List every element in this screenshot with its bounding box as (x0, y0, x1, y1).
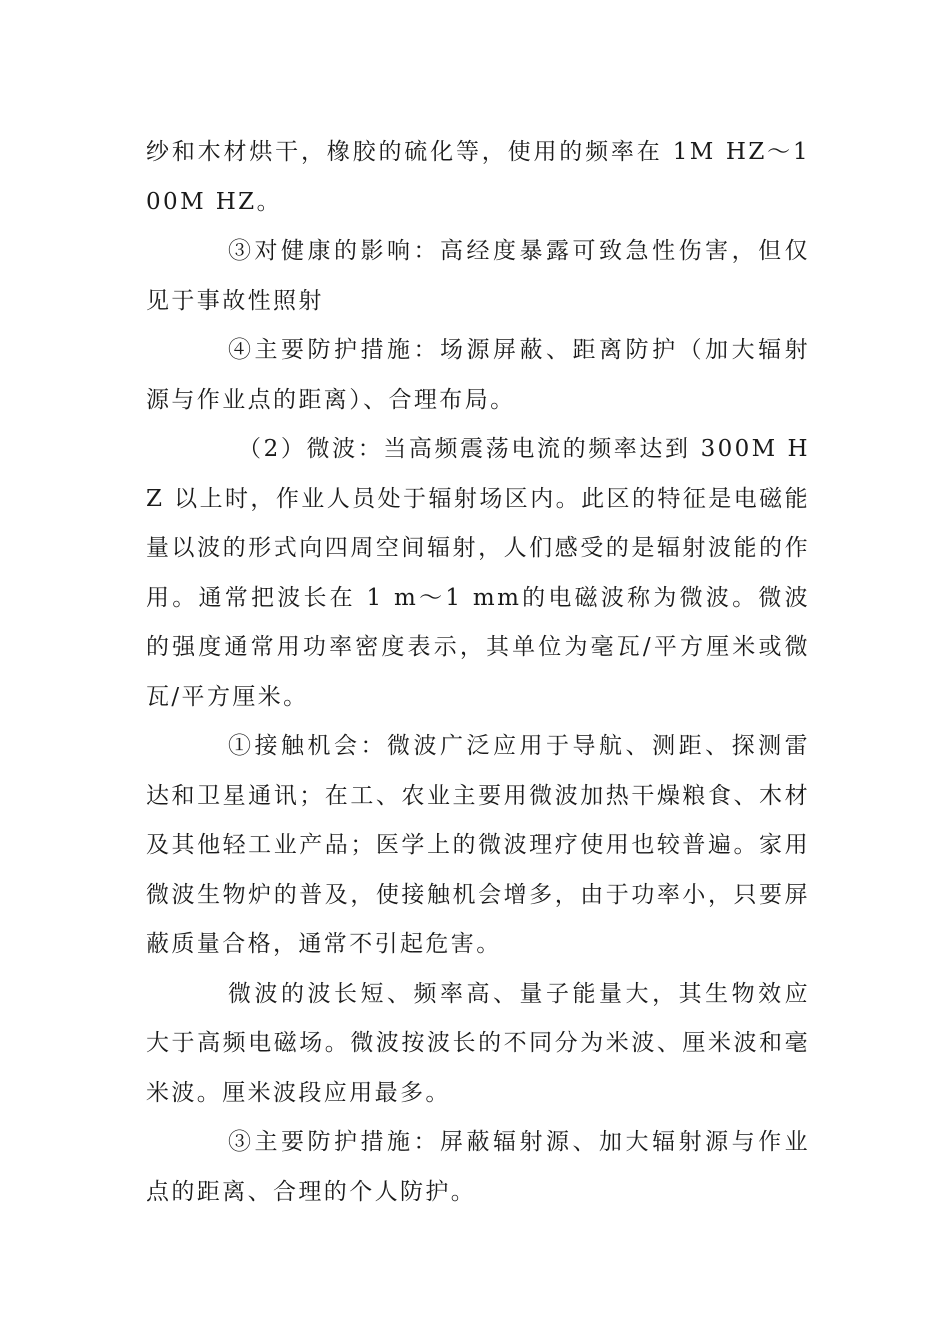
paragraph-health-effects: ③对健康的影响：高经度暴露可致急性伤害，但仅见于事故性照射 (146, 238, 810, 314)
paragraph-microwave-definition: （2）微波：当高频震荡电流的频率达到 300M HZ 以上时，作业人员处于辐射场区内。此区的特征是电磁能量以波的形式向四周空间辐射，人们感受的是辐射波能的作用。通常把波长在 1 m～1 mm的电磁波称为微波。微波的强度通常用功率密度表示，其单位为毫瓦/平方厘米或微瓦/平方厘米。 (146, 436, 810, 710)
paragraph-protection-measures-hf: ④主要防护措施：场源屏蔽、距离防护（加大辐射源与作业点的距离）、合理布局。 (146, 337, 810, 413)
paragraph-microwave-characteristics: 微波的波长短、频率高、量子能量大，其生物效应大于高频电磁场。微波按波长的不同分为米波、厘米波和毫米波。厘米波段应用最多。 (146, 980, 810, 1106)
paragraph-frequency-continuation: 纱和木材烘干，橡胶的硫化等，使用的频率在 1M HZ～100M HZ。 (146, 139, 810, 215)
document-body (146, 128, 810, 1217)
paragraph-protection-measures-mw: ③主要防护措施：屏蔽辐射源、加大辐射源与作业点的距离、合理的个人防护。 (146, 1129, 810, 1205)
paragraph-exposure-opportunities: ①接触机会：微波广泛应用于导航、测距、探测雷达和卫星通讯；在工、农业主要用微波加热干燥粮食、木材及其他轻工业产品；医学上的微波理疗使用也较普遍。家用微波生物炉的普及，使接触机会增多，由于功率小，只要屏蔽质量合格，通常不引起危害。 (146, 733, 810, 957)
